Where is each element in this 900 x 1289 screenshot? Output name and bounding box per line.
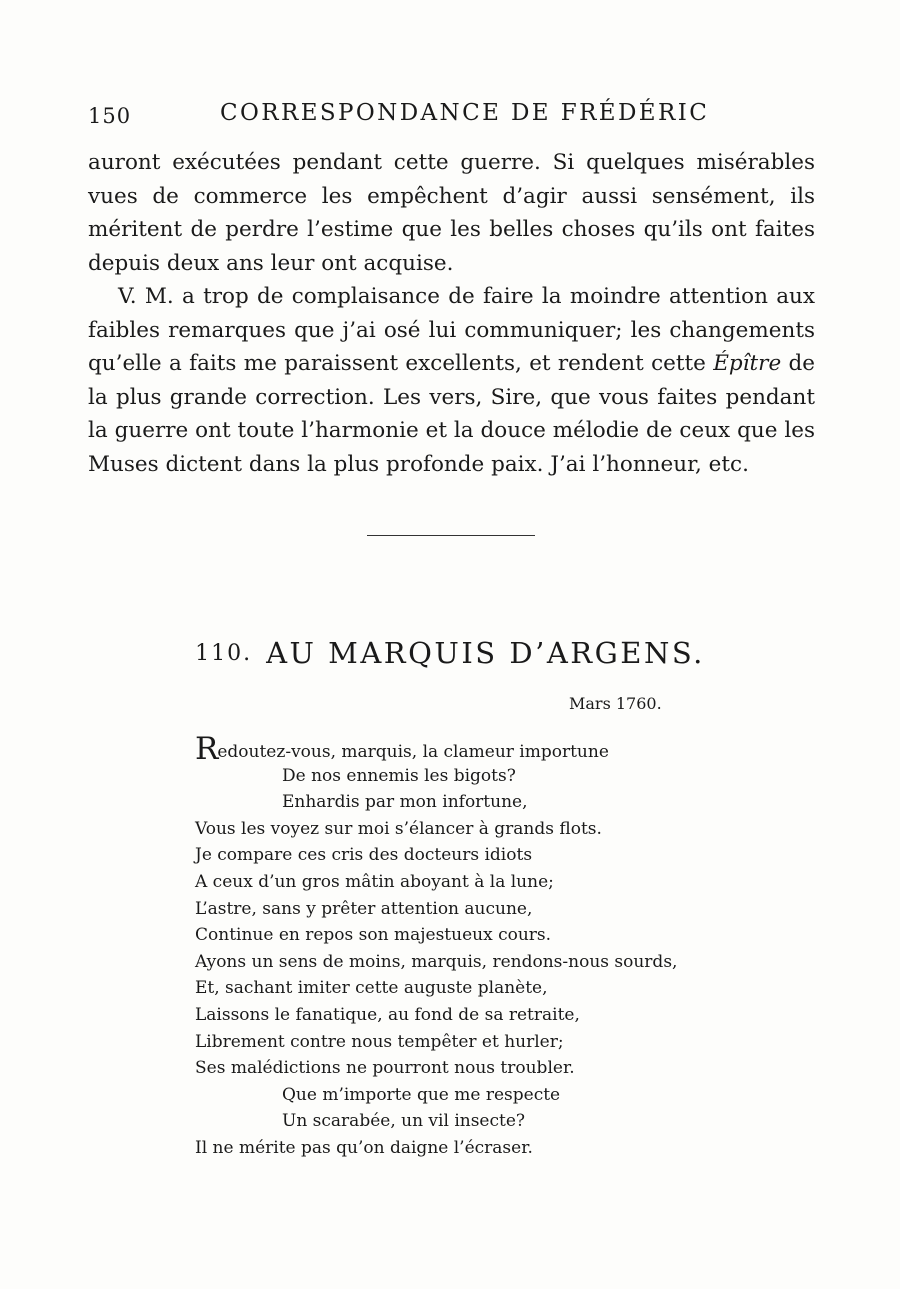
poem-line: Un scarabée, un vil insecte? bbox=[282, 1111, 526, 1132]
section-divider bbox=[367, 535, 535, 536]
poem-line: De nos ennemis les bigots? bbox=[282, 765, 516, 786]
paragraph-reply bbox=[88, 280, 815, 481]
letter-heading bbox=[0, 636, 900, 670]
poem-line: Continue en repos son majestueux cours. bbox=[195, 925, 552, 946]
page-number: 150 bbox=[88, 104, 132, 128]
poem-line: Ses malédictions ne pourront nous troubler. bbox=[195, 1058, 575, 1079]
poem-line: L’astre, sans y prêter attention aucune, bbox=[195, 898, 533, 919]
letter-title: AU MARQUIS D’ARGENS. bbox=[266, 636, 705, 670]
poem-line: Que m’importe que me respecte bbox=[282, 1084, 561, 1105]
epitre-italic: Épître bbox=[713, 351, 782, 376]
paragraph-continuation: auront exécutées pendant cette guerre. Si quelques misérables vues de commerce les empêchent d’agir aussi sensément, ils méritent de perdre l’estime que les belles choses qu’ils ont faites depuis deux ans leur ont acquise. bbox=[88, 150, 815, 276]
poem-line-text: edoutez-vous, marquis, la clameur importune bbox=[217, 742, 609, 762]
poem-line: Ayons un sens de moins, marquis, rendons-nous sourds, bbox=[195, 951, 678, 972]
running-title: CORRESPONDANCE DE FRÉDÉRIC bbox=[220, 100, 710, 126]
paragraph-reply-end: de la plus grande correction. Les vers, Sire, que vous faites pendant la guerre ont toute l’harmonie et la douce mélodie de ceux que les Muses dictent dans la plus profonde paix. J’ai l’honneur, etc. bbox=[88, 351, 815, 477]
poem-line: Enhardis par mon infortune, bbox=[282, 792, 528, 813]
poem-line bbox=[195, 731, 755, 767]
poem-line: Librement contre nous tempêter et hurler; bbox=[195, 1031, 564, 1052]
paragraph-reply-start: V. M. a trop de complaisance de faire la moindre attention aux faibles remarques que j’ai osé lui communiquer; les changements qu’elle a faits me paraissent excellents, et rendent cette bbox=[88, 284, 815, 376]
poem-line: Et, sachant imiter cette auguste planète, bbox=[195, 978, 548, 999]
poem-line: A ceux d’un gros mâtin aboyant à la lune; bbox=[195, 871, 554, 892]
letter-date: Mars 1760. bbox=[569, 694, 662, 713]
poem-line: Vous les voyez sur moi s’élancer à grands flots. bbox=[195, 818, 602, 839]
letter-number: 110. bbox=[195, 641, 253, 666]
drop-cap: R bbox=[195, 731, 218, 767]
poem-line: Je compare ces cris des docteurs idiots bbox=[195, 845, 533, 866]
poem bbox=[195, 731, 755, 1162]
running-head bbox=[88, 100, 818, 132]
poem-line: Il ne mérite pas qu’on daigne l’écraser. bbox=[195, 1137, 533, 1158]
prose-text bbox=[88, 146, 815, 481]
poem-line: Laissons le fanatique, au fond de sa retraite, bbox=[195, 1004, 580, 1025]
